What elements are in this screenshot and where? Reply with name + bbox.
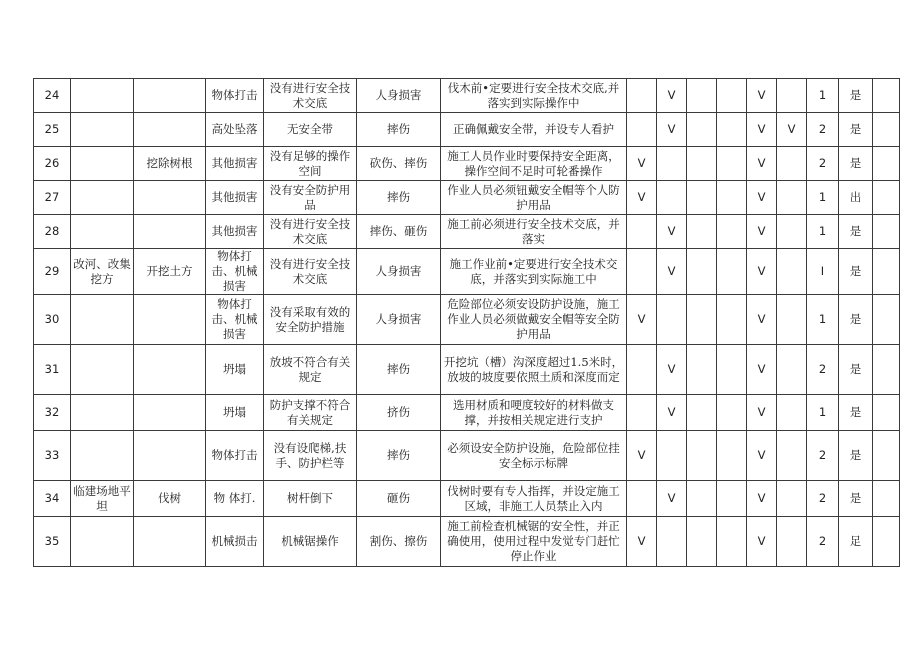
hazard-cause: 没有进行安全技术交底 [264,215,357,249]
work-activity [134,215,206,249]
evaluation-mark-4 [717,181,747,215]
row-number: 34 [34,481,71,517]
possible-injury: 挤伤 [357,395,441,431]
work-activity [134,517,206,567]
control-measure: 必须设安全防护设施，危险部位挂安全标示标牌 [441,431,627,481]
work-area [71,181,134,215]
possible-injury: 摔伤、砸伤 [357,215,441,249]
evaluation-mark-1: V [627,431,657,481]
evaluation-mark-5: V [747,215,777,249]
work-area [71,295,134,345]
table-row [34,517,900,567]
row-number: 30 [34,295,71,345]
row-number: 31 [34,345,71,395]
evaluation-mark-5: V [747,147,777,181]
evaluation-mark-5: V [747,395,777,431]
work-activity [134,113,206,147]
evaluation-mark-4 [717,147,747,181]
evaluation-mark-1 [627,113,657,147]
hazard-type: 高处坠落 [206,113,264,147]
evaluation-mark-3 [687,295,717,345]
control-measure: 施工前必须进行安全技术交底，并落实 [441,215,627,249]
control-measure: 伐木前•定要进行安全技术交底,并落实到实际操作中 [441,79,627,113]
major-risk-flag: 是 [839,345,873,395]
major-risk-flag: 是 [839,395,873,431]
risk-level: 2 [807,113,839,147]
hazard-cause: 没有足够的操作空间 [264,147,357,181]
evaluation-mark-6 [777,517,807,567]
hazard-cause: 没有设爬梯,扶手、防护栏等 [264,431,357,481]
risk-level: 2 [807,431,839,481]
evaluation-mark-6 [777,181,807,215]
work-area: 临建场地平坦 [71,481,134,517]
evaluation-mark-2: V [657,345,687,395]
hazard-cause: 树杆倒下 [264,481,357,517]
possible-injury: 摔伤 [357,431,441,481]
evaluation-mark-3 [687,395,717,431]
blank-cell [873,249,900,295]
major-risk-flag: 是 [839,113,873,147]
control-measure: 施工人员作业时要保持安全距离，操作空间不足时可轮番操作 [441,147,627,181]
evaluation-mark-1 [627,481,657,517]
evaluation-mark-4 [717,215,747,249]
hazard-type: 物体打击、机械损害 [206,249,264,295]
evaluation-mark-1 [627,215,657,249]
major-risk-flag: 是 [839,249,873,295]
evaluation-mark-6: V [777,113,807,147]
evaluation-mark-5: V [747,113,777,147]
table-row [34,395,900,431]
evaluation-mark-4 [717,113,747,147]
row-number: 27 [34,181,71,215]
risk-level: 1 [807,79,839,113]
evaluation-mark-3 [687,181,717,215]
evaluation-mark-6 [777,295,807,345]
control-measure: 施工前检查机械锯的安全性，并正确使用，使用过程中发觉专门赶忙停止作业 [441,517,627,567]
major-risk-flag: 足 [839,517,873,567]
risk-level: I [807,249,839,295]
evaluation-mark-5: V [747,517,777,567]
evaluation-mark-4 [717,345,747,395]
risk-level: 2 [807,517,839,567]
evaluation-mark-4 [717,79,747,113]
table-row [34,481,900,517]
hazard-cause: 机械锯操作 [264,517,357,567]
row-number: 33 [34,431,71,481]
table-row [34,113,900,147]
hazard-type: 坍塌 [206,395,264,431]
hazard-type: 物体打击 [206,431,264,481]
hazard-type: 物 体打. [206,481,264,517]
evaluation-mark-5: V [747,345,777,395]
evaluation-mark-6 [777,215,807,249]
work-activity: 伐树 [134,481,206,517]
hazard-type: 物体打击、机械损害 [206,295,264,345]
blank-cell [873,481,900,517]
evaluation-mark-1: V [627,147,657,181]
evaluation-mark-2: V [657,395,687,431]
work-activity [134,295,206,345]
risk-level: 1 [807,181,839,215]
work-area [71,147,134,181]
hazard-cause: 没有进行安全技术交底 [264,79,357,113]
evaluation-mark-5: V [747,431,777,481]
control-measure: 开挖坑（槽）沟深度超过1.5米时，放坡的坡度要依照土质和深度而定 [441,345,627,395]
row-number: 24 [34,79,71,113]
table-row [34,215,900,249]
evaluation-mark-2: V [657,113,687,147]
major-risk-flag: 是 [839,147,873,181]
risk-level: 1 [807,215,839,249]
evaluation-mark-6 [777,481,807,517]
row-number: 28 [34,215,71,249]
possible-injury: 摔伤 [357,345,441,395]
work-area [71,431,134,481]
risk-assessment-table [33,78,900,567]
risk-level: 2 [807,345,839,395]
control-measure: 选用材质和哽度较好的材料做支撑，并按相关规定进行支护 [441,395,627,431]
possible-injury: 人身损害 [357,295,441,345]
hazard-type: 坍塌 [206,345,264,395]
evaluation-mark-1 [627,395,657,431]
control-measure: 作业人员必须钮戴安全帽等个人防护用品 [441,181,627,215]
evaluation-mark-3 [687,517,717,567]
evaluation-mark-4 [717,249,747,295]
blank-cell [873,395,900,431]
evaluation-mark-4 [717,431,747,481]
table-row [34,79,900,113]
evaluation-mark-2 [657,431,687,481]
blank-cell [873,295,900,345]
evaluation-mark-3 [687,147,717,181]
work-area [71,395,134,431]
evaluation-mark-2 [657,147,687,181]
evaluation-mark-3 [687,79,717,113]
major-risk-flag: 是 [839,215,873,249]
evaluation-mark-3 [687,249,717,295]
evaluation-mark-6 [777,147,807,181]
control-measure: 施工作业前•定要进行安全技术交底，并落实到实际施工中 [441,249,627,295]
control-measure: 伐树时要有专人指挥，并设定施工区域，非施工人员禁止入内 [441,481,627,517]
evaluation-mark-4 [717,295,747,345]
possible-injury: 摔伤 [357,181,441,215]
evaluation-mark-1: V [627,517,657,567]
hazard-cause: 无安全带 [264,113,357,147]
work-activity [134,345,206,395]
row-number: 26 [34,147,71,181]
evaluation-mark-6 [777,395,807,431]
control-measure: 危险部位必须安设防护设施，施工作业人员必须做戴安全帽等安全防护用品 [441,295,627,345]
blank-cell [873,147,900,181]
work-activity [134,395,206,431]
evaluation-mark-5: V [747,79,777,113]
row-number: 35 [34,517,71,567]
work-area [71,517,134,567]
evaluation-mark-2: V [657,481,687,517]
evaluation-mark-6 [777,79,807,113]
evaluation-mark-2 [657,181,687,215]
evaluation-mark-4 [717,395,747,431]
evaluation-mark-3 [687,215,717,249]
blank-cell [873,79,900,113]
evaluation-mark-1 [627,345,657,395]
work-activity [134,431,206,481]
blank-cell [873,113,900,147]
risk-level: 2 [807,147,839,181]
evaluation-mark-1 [627,249,657,295]
row-number: 29 [34,249,71,295]
evaluation-mark-3 [687,345,717,395]
evaluation-mark-5: V [747,181,777,215]
hazard-cause: 防护支撑不符合有关规定 [264,395,357,431]
hazard-type: 物体打击 [206,79,264,113]
major-risk-flag: 是 [839,295,873,345]
table-row [34,147,900,181]
evaluation-mark-2: V [657,249,687,295]
hazard-cause: 放坡不符合有关规定 [264,345,357,395]
blank-cell [873,345,900,395]
possible-injury: 砍伤、摔伤 [357,147,441,181]
hazard-type: 机械损击 [206,517,264,567]
table-row [34,345,900,395]
work-area [71,345,134,395]
evaluation-mark-3 [687,113,717,147]
work-activity: 开挖土方 [134,249,206,295]
work-activity: 挖除树根 [134,147,206,181]
blank-cell [873,517,900,567]
evaluation-mark-2 [657,517,687,567]
evaluation-mark-1: V [627,295,657,345]
risk-level: 2 [807,481,839,517]
evaluation-mark-6 [777,431,807,481]
work-area [71,215,134,249]
table-row [34,431,900,481]
blank-cell [873,215,900,249]
table-row [34,249,900,295]
evaluation-mark-6 [777,345,807,395]
work-area: 改河、改集挖方 [71,249,134,295]
row-number: 25 [34,113,71,147]
evaluation-mark-2: V [657,215,687,249]
possible-injury: 割伤、擦伤 [357,517,441,567]
evaluation-mark-5: V [747,295,777,345]
evaluation-mark-1: V [627,181,657,215]
table-row [34,181,900,215]
major-risk-flag: 是 [839,79,873,113]
table-row [34,295,900,345]
hazard-type: 其他损害 [206,181,264,215]
major-risk-flag: 是 [839,481,873,517]
evaluation-mark-5: V [747,249,777,295]
control-measure: 正确佩戴安全带，并设专人看护 [441,113,627,147]
risk-level: 1 [807,395,839,431]
evaluation-mark-1 [627,79,657,113]
hazard-cause: 没有采取有效的安全防护措施 [264,295,357,345]
possible-injury: 砸伤 [357,481,441,517]
evaluation-mark-3 [687,481,717,517]
hazard-cause: 没有安全防护用品 [264,181,357,215]
hazard-type: 其他损害 [206,215,264,249]
evaluation-mark-3 [687,431,717,481]
work-activity [134,79,206,113]
blank-cell [873,431,900,481]
blank-cell [873,181,900,215]
work-area [71,113,134,147]
evaluation-mark-2 [657,295,687,345]
evaluation-mark-2: V [657,79,687,113]
row-number: 32 [34,395,71,431]
work-activity [134,181,206,215]
hazard-cause: 没有进行安全技术交底 [264,249,357,295]
possible-injury: 人身损害 [357,249,441,295]
evaluation-mark-6 [777,249,807,295]
major-risk-flag: 出 [839,181,873,215]
hazard-type: 其他损害 [206,147,264,181]
risk-level: 1 [807,295,839,345]
evaluation-mark-4 [717,481,747,517]
possible-injury: 摔伤 [357,113,441,147]
work-area [71,79,134,113]
evaluation-mark-4 [717,517,747,567]
possible-injury: 人身损害 [357,79,441,113]
major-risk-flag: 是 [839,431,873,481]
evaluation-mark-5: V [747,481,777,517]
